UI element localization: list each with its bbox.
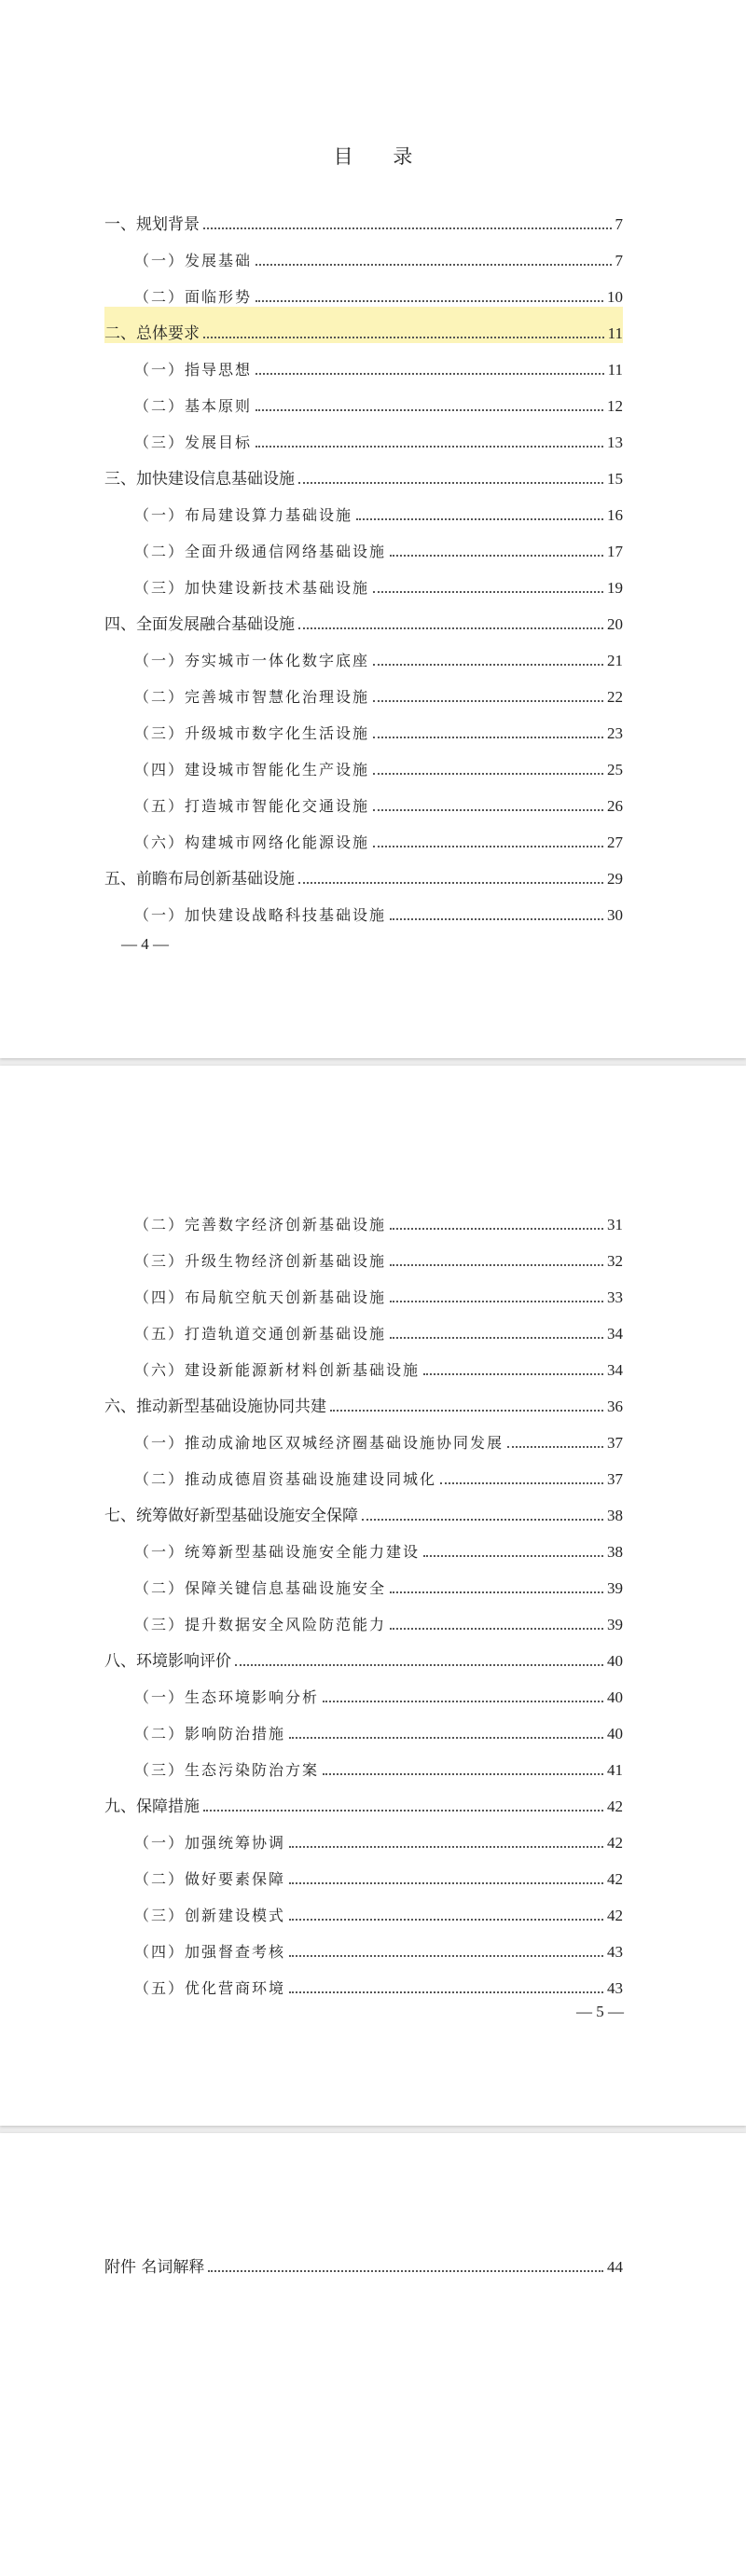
toc-entry-page-number: 30 [607, 906, 623, 924]
dot-leader [256, 300, 603, 302]
dot-leader [362, 1519, 603, 1521]
toc-section-entry[interactable] [104, 1198, 623, 1234]
toc-entry-page-number: 34 [607, 1361, 623, 1379]
toc-entry-page-number: 37 [607, 1434, 623, 1452]
toc-entry-page-number: 42 [607, 1870, 623, 1888]
toc-section-entry[interactable] [104, 525, 623, 561]
toc-entry-title: （二）影响防治措施 [134, 1725, 286, 1743]
toc-entry-title: （二）基本原则 [134, 397, 253, 415]
toc-entry-page-number: 12 [607, 397, 623, 415]
dot-leader [203, 337, 604, 338]
toc-chapter-entry[interactable] [104, 1780, 623, 1816]
toc-entry-title: （一）指导思想 [134, 361, 253, 379]
dot-leader [373, 773, 603, 775]
toc-entry-title: （一）推动成渝地区双城经济圈基础设施协同发展 [134, 1434, 504, 1452]
page-number: — 4 — [121, 935, 169, 953]
document-page-2 [0, 1066, 746, 2126]
dot-leader [298, 627, 603, 629]
toc-section-entry[interactable] [104, 1743, 623, 1780]
toc-chapter-entry[interactable] [104, 1489, 623, 1525]
toc-entry-title: （三）生态污染防治方案 [134, 1761, 320, 1779]
toc-entry-title: （五）优化营商环境 [134, 1979, 286, 1997]
toc-entry-page-number: 31 [607, 1216, 623, 1233]
toc-entry-title: （一）发展基础 [134, 252, 253, 269]
toc-section-entry[interactable] [104, 1925, 623, 1962]
toc-entry-title: （二）完善数字经济创新基础设施 [134, 1216, 387, 1233]
toc-entry-page-number: 32 [607, 1252, 623, 1270]
toc-chapter-entry[interactable] [104, 2240, 623, 2277]
toc-entry-page-number: 41 [607, 1761, 623, 1779]
dot-leader [235, 1664, 603, 1666]
toc-entry-title: 八、环境影响评价 [104, 1652, 231, 1671]
toc-entry-title: （三）发展目标 [134, 434, 253, 451]
toc-section-entry[interactable] [104, 416, 623, 452]
toc-entry-page-number: 23 [607, 724, 623, 742]
toc-entry-page-number: 26 [607, 797, 623, 815]
toc-section-entry[interactable] [104, 1816, 623, 1853]
toc-section-entry[interactable] [104, 779, 623, 816]
toc-section-entry[interactable] [104, 561, 623, 598]
toc-section-entry[interactable] [104, 1671, 623, 1707]
dot-leader [203, 1810, 603, 1811]
toc-section-entry[interactable] [104, 234, 623, 270]
dot-leader [289, 1991, 603, 1993]
toc-entry-title: （一）加强统筹协调 [134, 1834, 286, 1852]
toc-section-entry[interactable] [104, 489, 623, 525]
toc-entry-title: 四、全面发展融合基础设施 [104, 615, 295, 634]
toc-section-entry[interactable] [104, 1307, 623, 1343]
toc-entry-title: （五）打造轨道交通创新基础设施 [134, 1325, 387, 1343]
toc-entry-title: （一）夯实城市一体化数字底座 [134, 652, 370, 669]
dot-leader [289, 1882, 603, 1884]
toc-entry-title: 二、总体要求 [104, 324, 200, 343]
dot-leader [323, 1701, 603, 1702]
toc-entry-title: （五）打造城市智能化交通设施 [134, 797, 370, 815]
toc-entry-page-number: 33 [607, 1288, 623, 1306]
toc-entry-page-number: 40 [607, 1725, 623, 1743]
dot-leader [256, 446, 603, 448]
toc-entry-title: （六）建设新能源新材料创新基础设施 [134, 1361, 421, 1379]
dot-leader [373, 591, 603, 593]
toc-entry-page-number: 10 [607, 288, 623, 306]
toc-entry-title: 一、规划背景 [104, 215, 200, 234]
toc-entry-title: 九、保障措施 [104, 1798, 200, 1816]
toc-entry-title: （四）布局航空航天创新基础设施 [134, 1288, 387, 1306]
toc-entry-title: （三）提升数据安全风险防范能力 [134, 1616, 387, 1633]
dot-leader [440, 1482, 603, 1484]
toc-section-entry[interactable] [104, 1343, 623, 1380]
toc-section-entry[interactable] [104, 379, 623, 416]
toc-section-entry[interactable] [104, 1707, 623, 1743]
toc-entry-page-number: 19 [607, 579, 623, 597]
toc-section-entry[interactable] [104, 1853, 623, 1889]
dot-leader [373, 809, 603, 811]
toc-section-entry[interactable] [104, 1453, 623, 1489]
toc-entry-title: 七、统筹做好新型基础设施安全保障 [104, 1507, 358, 1525]
toc-entry-page-number: 36 [607, 1398, 623, 1415]
dot-leader [356, 518, 603, 520]
toc-entry-title: （三）升级生物经济创新基础设施 [134, 1252, 387, 1270]
dot-leader [390, 1628, 603, 1630]
document-page-3 [0, 2133, 746, 2576]
document-page-1 [0, 0, 746, 1058]
toc-chapter-entry[interactable] [104, 1380, 623, 1416]
toc-entry-page-number: 16 [607, 506, 623, 524]
dot-leader [208, 2270, 603, 2272]
toc-section-entry[interactable] [104, 1271, 623, 1307]
dot-leader [256, 264, 611, 266]
toc-section-entry[interactable] [104, 1889, 623, 1925]
dot-leader [507, 1446, 603, 1448]
toc-entry-page-number: 42 [607, 1834, 623, 1852]
toc-chapter-entry[interactable] [104, 452, 623, 489]
toc-entry-title: （三）升级城市数字化生活设施 [134, 724, 370, 742]
toc-entry-title: （二）面临形势 [134, 288, 253, 306]
toc-entry-title: （一）加快建设战略科技基础设施 [134, 906, 387, 924]
toc-list [104, 2240, 623, 2277]
dot-leader [256, 409, 603, 411]
toc-entry-title: （一）布局建设算力基础设施 [134, 506, 353, 524]
toc-section-entry[interactable] [104, 634, 623, 670]
toc-entry-page-number: 43 [607, 1943, 623, 1961]
toc-entry-title: （六）构建城市网络化能源设施 [134, 833, 370, 851]
dot-leader [373, 664, 603, 666]
toc-entry-title: （二）保障关键信息基础设施安全 [134, 1579, 387, 1597]
toc-entry-title: （三）加快建设新技术基础设施 [134, 579, 370, 597]
dot-leader [390, 918, 603, 920]
toc-entry-page-number: 27 [607, 833, 623, 851]
dot-leader [423, 1373, 603, 1375]
toc-entry-title: （一）生态环境影响分析 [134, 1688, 320, 1706]
dot-leader [373, 700, 603, 702]
toc-section-entry[interactable] [104, 889, 623, 925]
toc-entry-title: （二）完善城市智慧化治理设施 [134, 688, 370, 706]
toc-entry-title: （三）创新建设模式 [134, 1907, 286, 1924]
dot-leader [390, 1264, 603, 1266]
toc-entry-page-number: 42 [607, 1907, 623, 1924]
toc-entry-page-number: 7 [615, 215, 623, 233]
dot-leader [289, 1955, 603, 1957]
toc-title: 目 录 [333, 145, 430, 168]
toc-section-entry[interactable] [104, 670, 623, 707]
toc-chapter-entry[interactable] [104, 307, 623, 343]
dot-leader [423, 1555, 603, 1557]
toc-entry-title: （四）建设城市智能化生产设施 [134, 761, 370, 778]
toc-entry-title: 附件 名词解释 [104, 2258, 205, 2277]
toc-entry-page-number: 29 [607, 870, 623, 888]
toc-entry-title: （四）加强督查考核 [134, 1943, 286, 1961]
toc-entry-page-number: 15 [607, 470, 623, 488]
toc-chapter-entry[interactable] [104, 1634, 623, 1671]
toc-entry-title: （一）统筹新型基础设施安全能力建设 [134, 1543, 421, 1561]
toc-section-entry[interactable] [104, 1525, 623, 1562]
dot-leader [373, 846, 603, 847]
toc-entry-page-number: 22 [607, 688, 623, 706]
toc-entry-page-number: 21 [607, 652, 623, 669]
toc-entry-title: 六、推动新型基础设施协同共建 [104, 1398, 326, 1416]
toc-entry-page-number: 40 [607, 1652, 623, 1670]
dot-leader [390, 555, 603, 557]
toc-chapter-entry[interactable] [104, 598, 623, 634]
toc-section-entry[interactable] [104, 1962, 623, 1998]
toc-entry-title: （二）做好要素保障 [134, 1870, 286, 1888]
toc-entry-page-number: 39 [607, 1616, 623, 1633]
toc-entry-page-number: 39 [607, 1579, 623, 1597]
toc-list [104, 198, 623, 925]
toc-section-entry[interactable] [104, 1562, 623, 1598]
dot-leader [323, 1773, 603, 1775]
dot-leader [390, 1301, 603, 1302]
toc-section-entry[interactable] [104, 343, 623, 379]
dot-leader [390, 1337, 603, 1339]
dot-leader [289, 1919, 603, 1921]
dot-leader [298, 882, 603, 884]
toc-entry-title: 三、加快建设信息基础设施 [104, 470, 295, 489]
toc-entry-page-number: 17 [607, 543, 623, 560]
toc-entry-page-number: 42 [607, 1798, 623, 1815]
dot-leader [289, 1737, 603, 1739]
toc-section-entry[interactable] [104, 1416, 623, 1453]
toc-entry-page-number: 43 [607, 1979, 623, 1997]
toc-entry-page-number: 13 [607, 434, 623, 451]
toc-chapter-entry[interactable] [104, 198, 623, 234]
dot-leader [298, 482, 603, 484]
toc-section-entry[interactable] [104, 1234, 623, 1271]
toc-section-entry[interactable] [104, 707, 623, 743]
toc-entry-page-number: 37 [607, 1470, 623, 1488]
toc-entry-title: 五、前瞻布局创新基础设施 [104, 870, 295, 889]
dot-leader [289, 1846, 603, 1848]
page-number: — 5 — [576, 2003, 624, 2020]
toc-list [104, 1198, 623, 1998]
toc-entry-page-number: 44 [607, 2258, 623, 2276]
toc-section-entry[interactable] [104, 270, 623, 307]
dot-leader [256, 373, 604, 375]
dot-leader [373, 737, 603, 738]
toc-entry-title: （二）推动成德眉资基础设施建设同城化 [134, 1470, 437, 1488]
toc-entry-page-number: 25 [607, 761, 623, 778]
toc-section-entry[interactable] [104, 816, 623, 852]
toc-entry-page-number: 11 [607, 324, 623, 342]
toc-section-entry[interactable] [104, 743, 623, 779]
toc-chapter-entry[interactable] [104, 852, 623, 889]
toc-entry-page-number: 40 [607, 1688, 623, 1706]
toc-entry-page-number: 20 [607, 615, 623, 633]
toc-entry-page-number: 11 [607, 361, 623, 379]
dot-leader [203, 227, 612, 229]
toc-entry-page-number: 7 [615, 252, 623, 269]
dot-leader [390, 1228, 603, 1230]
toc-entry-page-number: 34 [607, 1325, 623, 1343]
toc-section-entry[interactable] [104, 1598, 623, 1634]
toc-entry-page-number: 38 [607, 1543, 623, 1561]
dot-leader [390, 1591, 603, 1593]
dot-leader [330, 1410, 603, 1412]
toc-entry-title: （二）全面升级通信网络基础设施 [134, 543, 387, 560]
toc-entry-page-number: 38 [607, 1507, 623, 1524]
